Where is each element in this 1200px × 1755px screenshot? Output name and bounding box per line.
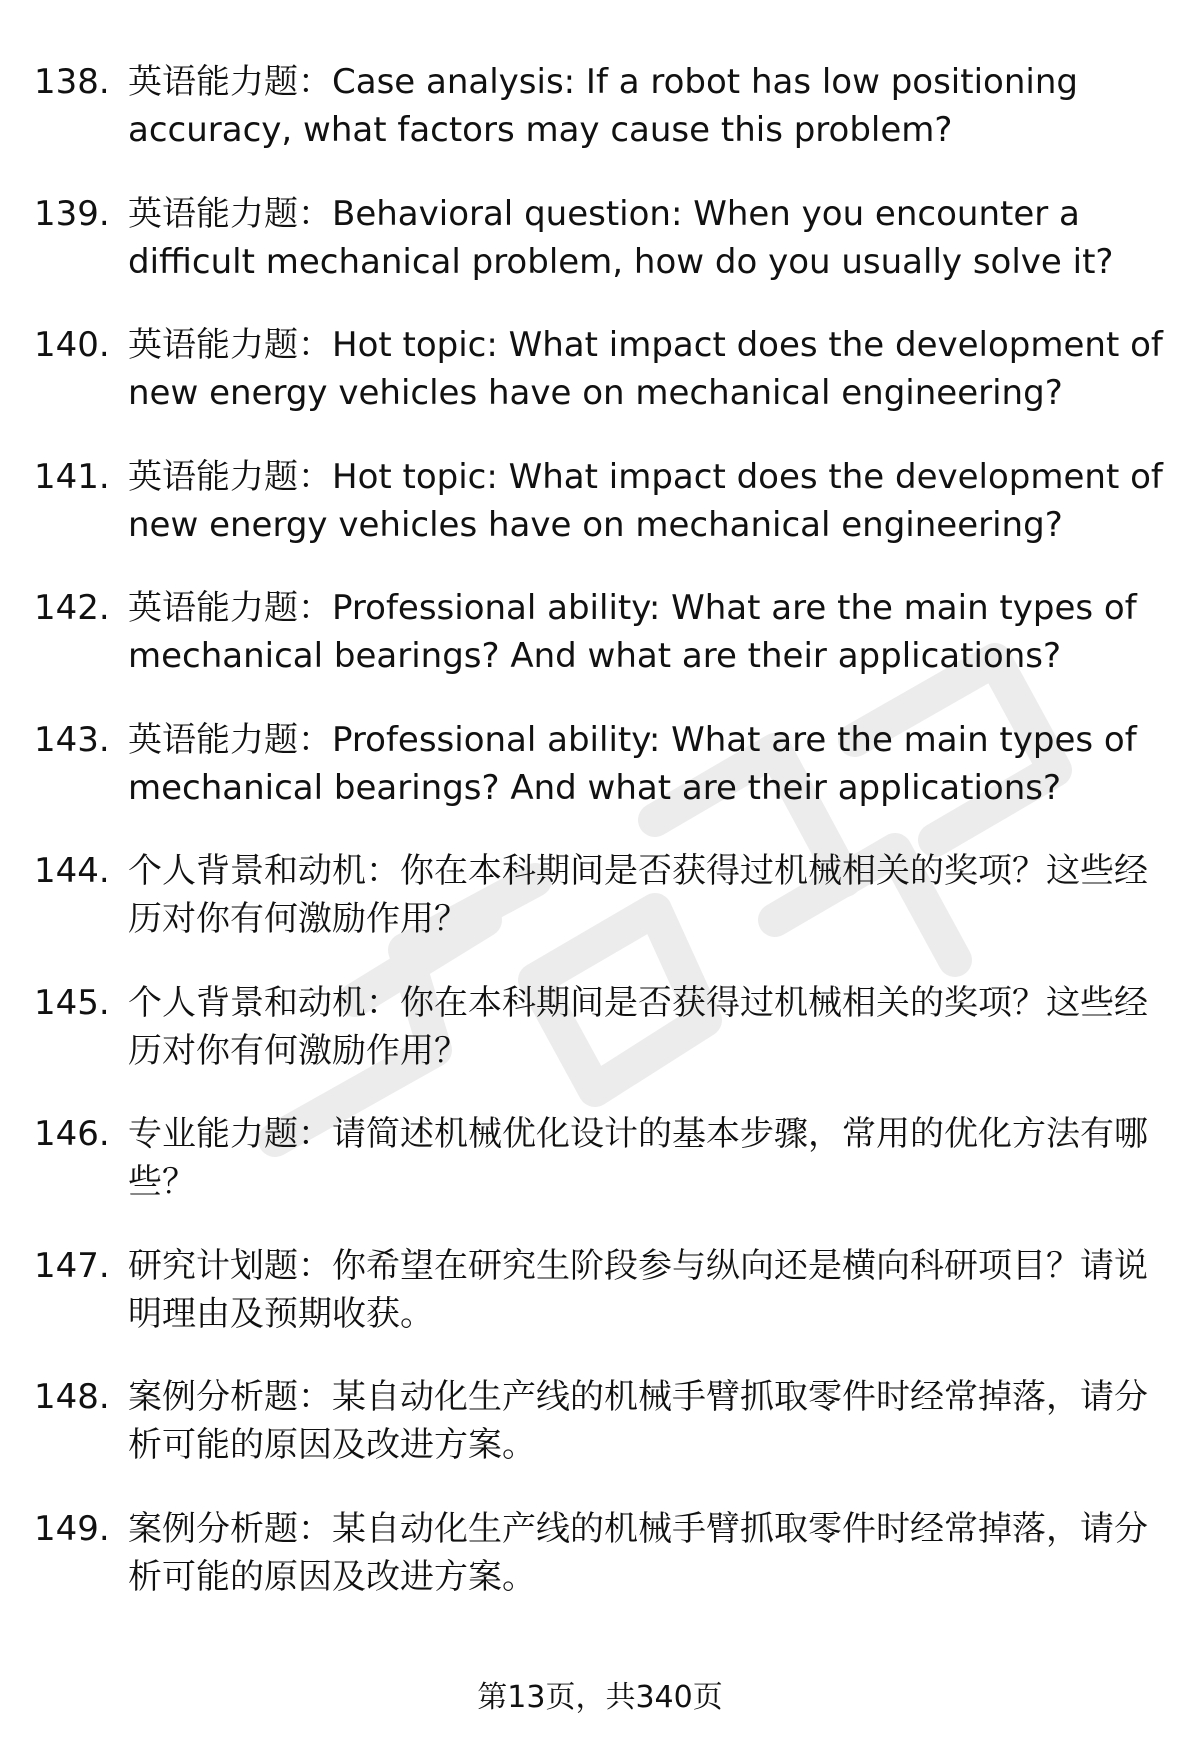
question-number: 148. (34, 1377, 110, 1417)
question-text: 个人背景和动机：你在本科期间是否获得过机械相关的奖项？这些经历对你有何激励作用？ (128, 851, 1148, 939)
question-text: 英语能力题：Hot topic: What impact does the development of new energy vehicles have on mechanical engineering? (128, 456, 1163, 545)
question-list (34, 58, 1164, 1636)
question-text: 英语能力题：Professional ability: What are the main types of mechanical bearings? And what are their applications? (128, 719, 1137, 808)
question-item (34, 979, 1164, 1111)
question-item (34, 453, 1164, 585)
question-item (34, 1505, 1164, 1637)
question-text: 英语能力题：Professional ability: What are the main types of mechanical bearings? And what are their applications? (128, 588, 1137, 676)
question-item (34, 1373, 1164, 1505)
page-footer: 第13页，共340页 (477, 1680, 723, 1715)
question-item (34, 321, 1164, 453)
question-item (34, 190, 1164, 322)
question-text: 研究计划题：你希望在研究生阶段参与纵向还是横向科研项目？请说明理由及预期收获。 (128, 1245, 1148, 1334)
question-number: 140. (34, 325, 110, 365)
question-number: 139. (34, 193, 110, 234)
question-item (34, 716, 1164, 848)
question-number: 138. (34, 62, 110, 102)
question-number: 147. (34, 1245, 110, 1286)
question-item (34, 1242, 1164, 1374)
question-item (34, 584, 1164, 716)
question-number: 145. (34, 982, 110, 1023)
question-number: 143. (34, 719, 110, 760)
question-text: 个人背景和动机：你在本科期间是否获得过机械相关的奖项？这些经历对你有何激励作用？ (128, 982, 1148, 1071)
question-text: 专业能力题：请简述机械优化设计的基本步骤，常用的优化方法有哪些？ (128, 1114, 1148, 1202)
question-number: 144. (34, 851, 110, 891)
question-number: 146. (34, 1114, 110, 1154)
question-item (34, 847, 1164, 979)
question-text: 案例分析题：某自动化生产线的机械手臂抓取零件时经常掉落，请分析可能的原因及改进方案。 (128, 1377, 1148, 1465)
question-item (34, 1110, 1164, 1242)
question-text: 英语能力题：Case analysis: If a robot has low positioning accuracy, what factors may cause this problem? (128, 62, 1078, 150)
question-text: 英语能力题：Behavioral question: When you encounter a difficult mechanical problem, how do you usually solve it? (128, 193, 1114, 282)
question-number: 142. (34, 588, 110, 628)
question-text: 英语能力题：Hot topic: What impact does the development of new energy vehicles have on mechanical engineering? (128, 325, 1163, 413)
question-text: 案例分析题：某自动化生产线的机械手臂抓取零件时经常掉落，请分析可能的原因及改进方案。 (128, 1508, 1148, 1597)
question-item (34, 58, 1164, 190)
question-number: 149. (34, 1508, 110, 1549)
question-number: 141. (34, 456, 110, 497)
